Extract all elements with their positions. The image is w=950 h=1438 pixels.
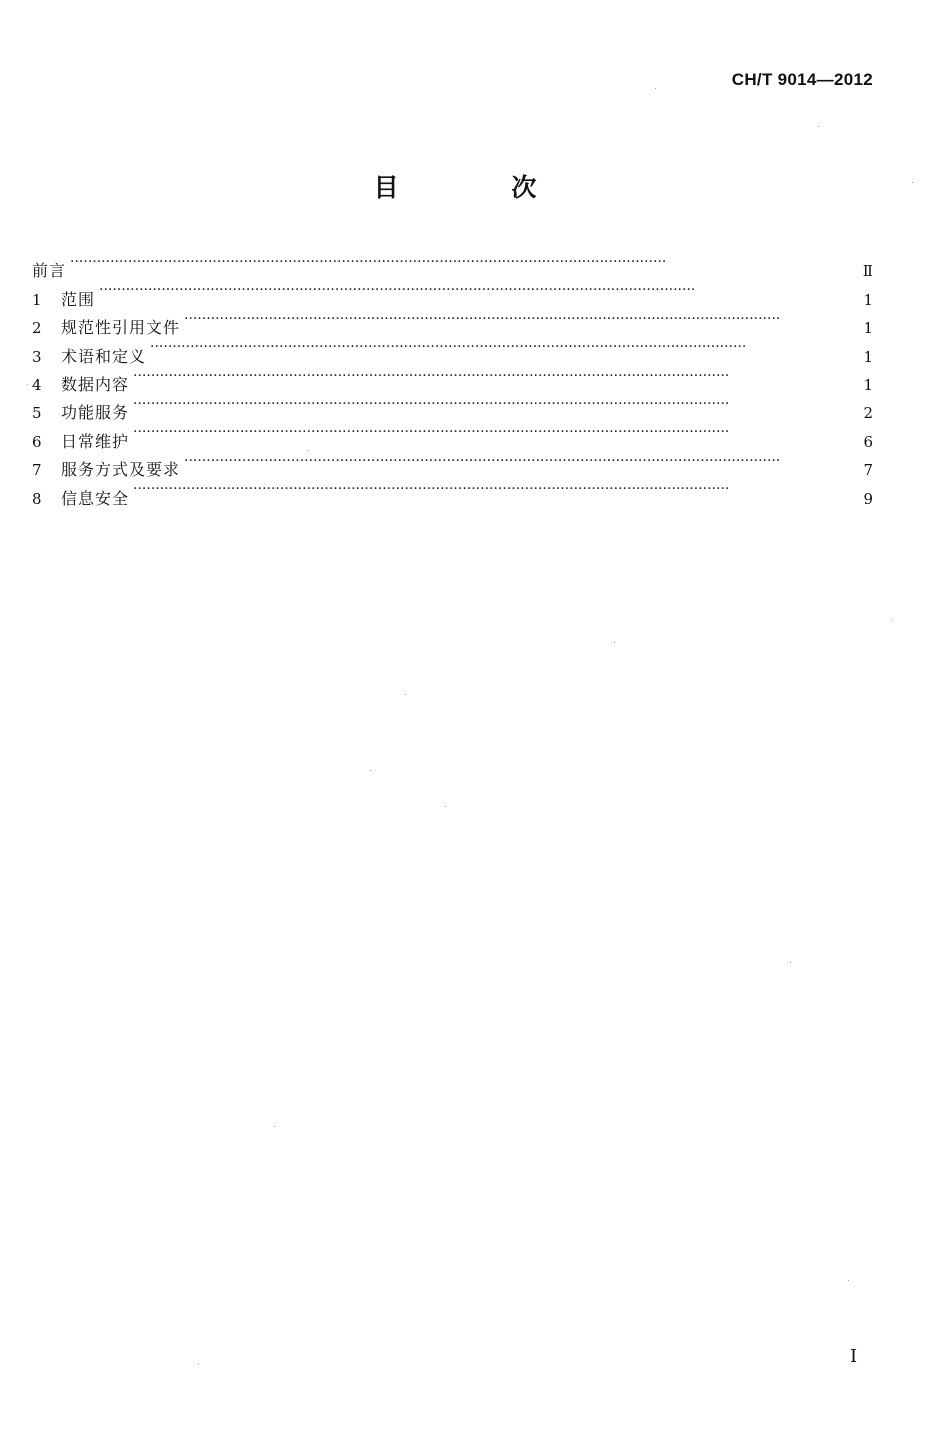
scan-speck <box>445 806 446 807</box>
scan-speck <box>912 182 913 183</box>
toc-entry-text: 日常维护 <box>61 431 130 451</box>
toc-entry-5[interactable] <box>32 390 874 423</box>
toc-entry-page: Ⅱ <box>862 262 874 281</box>
toc-leader-dots <box>184 305 859 333</box>
toc-entry-page: 1 <box>863 290 874 309</box>
toc-entry-text: 服务方式及要求 <box>61 460 181 480</box>
toc-entry-number: 4 <box>32 375 43 394</box>
toc-entry-text: 规范性引用文件 <box>61 318 181 338</box>
toc-entry-page: 1 <box>863 319 874 338</box>
toc-leader-dots <box>133 475 859 503</box>
scan-speck <box>308 450 309 451</box>
scan-speck <box>274 1126 275 1127</box>
toc-entry-2[interactable] <box>32 305 874 338</box>
toc-leader-dots <box>150 333 859 361</box>
toc-entry-8[interactable] <box>32 475 874 508</box>
toc-entry-foreword[interactable] <box>32 248 874 281</box>
toc-entry-page: 6 <box>863 432 874 451</box>
toc-entry-number: 3 <box>32 347 43 366</box>
scan-speck <box>892 620 893 621</box>
toc-leader-dots <box>70 248 859 276</box>
toc-leader-dots <box>99 276 859 304</box>
toc-entry-page: 1 <box>863 347 874 366</box>
scan-speck <box>655 88 656 89</box>
toc-leader-dots <box>133 362 859 390</box>
toc-entry-page: 7 <box>863 461 874 480</box>
standard-code: CH/T 9014—2012 <box>731 70 873 89</box>
toc-entry-text: 前言 <box>32 261 67 281</box>
toc-leader-dots <box>133 390 859 418</box>
scan-speck <box>370 770 371 771</box>
toc-entry-4[interactable] <box>32 362 874 394</box>
toc-entry-page: 1 <box>863 375 874 394</box>
scan-speck <box>27 384 28 385</box>
toc-entry-number: 8 <box>32 489 43 508</box>
toc-entry-page: 2 <box>863 404 874 423</box>
toc-entry-text: 范围 <box>61 289 96 309</box>
table-of-contents <box>32 248 874 508</box>
toc-entry-3[interactable] <box>32 333 874 366</box>
page-number: I <box>850 1346 858 1367</box>
scan-speck <box>848 1280 849 1281</box>
toc-entry-number: 2 <box>32 319 43 338</box>
toc-entry-text: 信息安全 <box>61 488 130 508</box>
toc-leader-dots <box>133 418 859 446</box>
toc-entry-number: 1 <box>32 290 43 309</box>
toc-entry-number: 6 <box>32 432 43 451</box>
scan-speck <box>790 962 791 963</box>
toc-entry-number: 7 <box>32 461 43 480</box>
scan-speck <box>198 1364 199 1365</box>
toc-entry-page: 9 <box>863 489 874 508</box>
toc-entry-6[interactable] <box>32 418 874 451</box>
toc-entry-text: 功能服务 <box>61 403 130 423</box>
toc-entry-text: 数据内容 <box>61 374 130 394</box>
scan-speck <box>818 126 819 127</box>
toc-entry-7[interactable] <box>32 447 874 480</box>
toc-entry-1[interactable] <box>32 276 874 309</box>
toc-leader-dots <box>184 447 859 475</box>
toc-entry-number: 5 <box>32 404 43 423</box>
scan-speck <box>405 694 406 695</box>
scan-speck <box>614 642 615 643</box>
toc-title: 目 次 <box>373 173 589 202</box>
toc-entry-text: 术语和定义 <box>61 346 147 366</box>
